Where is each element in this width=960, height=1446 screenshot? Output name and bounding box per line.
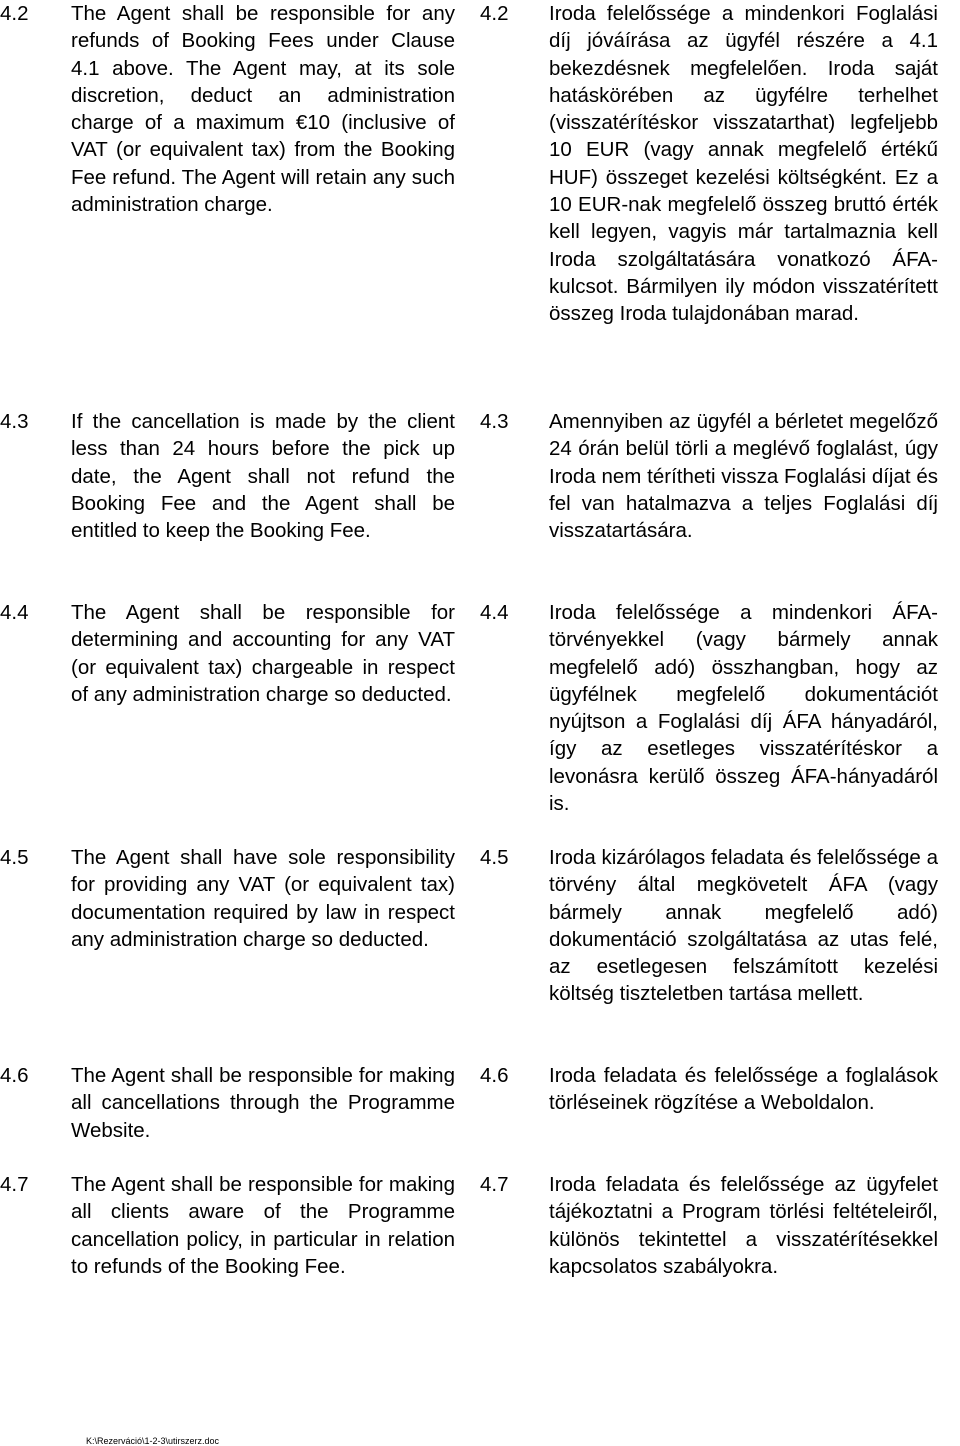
clause-number: 4.6 <box>480 1064 509 1087</box>
clause-number: 4.7 <box>480 1173 509 1196</box>
clause-number: 4.5 <box>480 846 509 869</box>
clause-text: Iroda felelőssége a mindenkori Foglalási díj jóváírása az ügyfél részére a 4.1 bekezdésnek megfelelően. Iroda saját hatáskörében az ügyfélre terhelhet (visszatérítéskor visszatarthat) legfeljebb 10 EUR (vagy annak megfelelő értékű HUF) összeget kezelési költségként. Ez a 10 EUR-nak megfelelő összeg bruttó érték kell legyen, vagyis már tartalmaznia kell Iroda szolgáltatására vonatkozó ÁFA-kulcsot. Bármilyen ily módon visszatérített összeg Iroda tulajdonában marad. <box>549 2 938 326</box>
clause-number: 4.4 <box>0 601 29 624</box>
clause-number: 4.2 <box>0 2 29 25</box>
clause-text: If the cancellation is made by the client less than 24 hours before the pick up date, the Agent shall not refund the Booking Fee and the Agent shall be entitled to keep the Booking Fee. <box>71 410 455 543</box>
clause-text: Iroda feladata és felelőssége az ügyfelet tájékoztatni a Program törlési feltételeiről, különös tekintettel a visszatérítésekkel kapcsolatos szabályokra. <box>549 1173 938 1278</box>
clause-text: The Agent shall be responsible for determining and accounting for any VAT (or equivalent tax) chargeable in respect of any administration charge so deducted. <box>71 601 455 706</box>
clause-text: Iroda felelőssége a mindenkori ÁFA-törvényekkel (vagy bármely annak megfelelő adó) összhangban, hogy az ügyfélnek megfelelő dokumentációt nyújtson a Foglalási díj ÁFA hányadáról, így az esetleges visszatérítéskor a levonásra kerülő összeg ÁFA-hányadáról is. <box>549 601 938 816</box>
clause-number: 4.5 <box>0 846 29 869</box>
clause-number: 4.3 <box>480 410 509 433</box>
clause-number: 4.2 <box>480 2 509 25</box>
clause-text: Amennyiben az ügyfél a bérletet megelőző 24 órán belül törli a meglévő foglalást, úgy Iroda nem térítheti vissza Foglalási díjat és fel van hatalmazva a teljes Foglalási díj visszatartására. <box>549 410 938 543</box>
clause-text: Iroda kizárólagos feladata és felelőssége a törvény által megkövetelt ÁFA (vagy bármely annak megfelelő adó) dokumentáció szolgáltatása az utas felé, az esetlegesen felszámított kezelési költség tiszteletben tartása mellett. <box>549 846 938 1006</box>
footer-file-path: K:\Rezerváció\1-2-3\utirszerz.doc <box>86 1436 220 1446</box>
clause-text: The Agent shall be responsible for making all cancellations through the Programme Website. <box>71 1064 455 1142</box>
clause-number: 4.7 <box>0 1173 29 1196</box>
clause-number: 4.6 <box>0 1064 29 1087</box>
clause-text: The Agent shall be responsible for any refunds of Booking Fees under Clause 4.1 above. The Agent may, at its sole discretion, deduct an administration charge of a maximum €10 (inclusive of VAT (or equivalent tax) from the Booking Fee refund. The Agent will retain any such administration charge. <box>71 2 455 217</box>
clause-text: The Agent shall be responsible for making all clients aware of the Programme cancellation policy, in particular in relation to refunds of the Booking Fee. <box>71 1173 455 1278</box>
clause-number: 4.4 <box>480 601 509 624</box>
clause-text: The Agent shall have sole responsibility for providing any VAT (or equivalent tax) documentation required by law in respect any administration charge so deducted. <box>71 846 455 951</box>
clause-number: 4.3 <box>0 410 29 433</box>
clause-text: Iroda feladata és felelőssége a foglalások törléseinek rögzítése a Weboldalon. <box>549 1064 938 1115</box>
